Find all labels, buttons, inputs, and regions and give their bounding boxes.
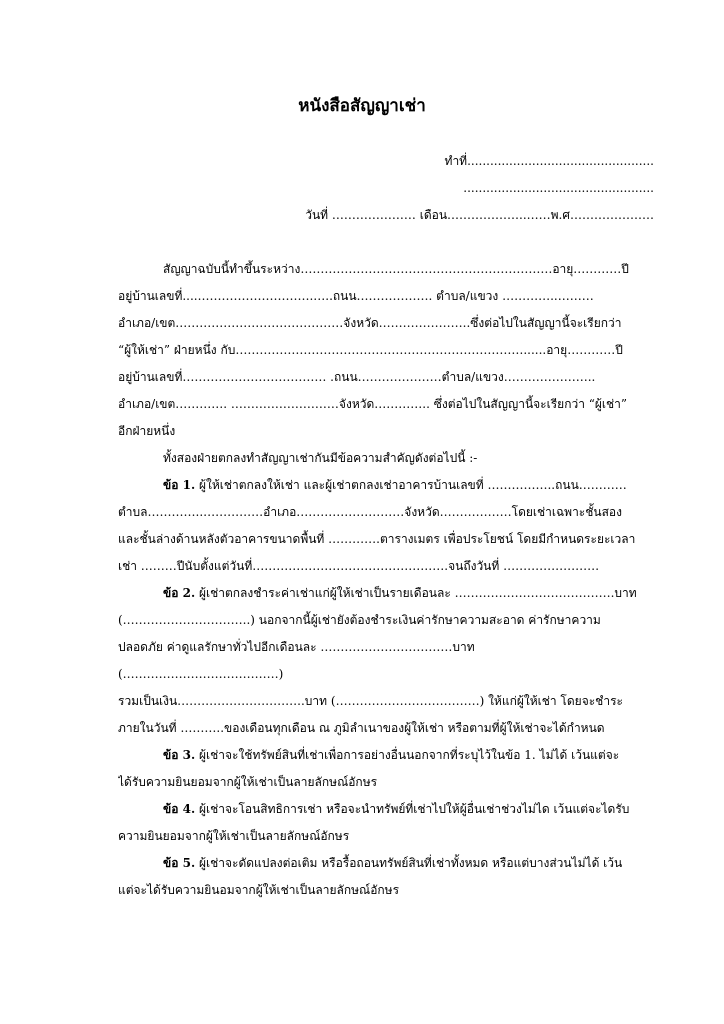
date-line: วันที่ ………………… เดือน………………..……พ.ศ………………… [305, 208, 654, 222]
lessee-district: อำเภอ/เขต…………. ………………………จังหวัด………….. ซึ่งต่อไปในสัญญานี้จะเรียกว่า “ผู้เช่า” [118, 397, 628, 411]
clause-1-label: ข้อ 1. [163, 478, 196, 492]
clause-3-text: ผู้เช่าจะใช้ทรัพย์สินที่เช่าเพื่อการอย่างอื่นนอกจากที่ระบุไว้ในข้อ 1. ไม่ได้ เว้นแต่จะ [198, 748, 620, 762]
clause-4-line-1 [163, 800, 654, 818]
other-party: อีกฝ่ายหนึ่ง [118, 424, 176, 438]
clause-5-line-1 [163, 854, 654, 872]
clause-2-line-3: ปลอดภัย ค่าดูแลรักษาทั่วไปอีกเดือนละ ……………………………บาท [118, 640, 475, 654]
lessor-address: อยู่บ้านเลขที่.....……………………….…..ถนน………………. ตำบล/แขวง …………..……… [118, 289, 594, 303]
clause-5-line-2: แต่จะได้รับความยินอมจากผู้ให้เช่าเป็นลายลักษณ์อักษร [118, 883, 400, 897]
clause-2-line-4: (…………………………………) [118, 667, 284, 681]
clause-4-line-2: ความยินยอมจากผู้ให้เช่าเป็นลายลักษณ์อักษร [118, 829, 350, 843]
lessee-address: อยู่บ้านเลขที่……………………………… .ถนน…………………ตำบล/แขวง………………….. [118, 370, 596, 384]
parties-intro: สัญญาฉบับนี้ทำขึ้นระหว่าง………………………………………………………อายุ…………ปี [163, 262, 629, 276]
clause-2-text: ผู้เช่าตกลงชำระค่าเช่าแก่ผู้ให้เช่าเป็นรายเดือนละ ………………………………….บาท [198, 586, 637, 600]
clause-2-line-2: (…………………………..) นอกจากนี้ผู้เช่ายังต้องชำระเงินค่ารักษาความสะอาด ค่ารักษาความ [118, 613, 601, 627]
clause-1-line-4: เช่า ………ปีนับตั้งแต่วันที่………………………………………….จนถึงวันที่ …………………… [118, 559, 600, 573]
clause-4-text: ผู้เช่าจะโอนสิทธิการเช่า หรือจะนำทรัพย์ที่เช่าไปให้ผู้อื่นเช่าช่วงไม่ได เว้นแต่จะไดรับ [198, 802, 630, 816]
made-at-continuation: .................................................. [463, 181, 654, 195]
clause-3-line-1 [163, 746, 654, 764]
lessor-district: อำเภอ/เขต……………………………………จังหวัด…………………..ซึ่งต่อไปในสัญญานี้จะเรียกว่า [118, 316, 622, 330]
clause-1-text: ผู้ให้เช่าตกลงให้เช่า และผู้เช่าตกลงเช่าอาคารบ้านเลขที่ ……………..ถนน………… [198, 478, 627, 492]
lessee-intro: “ผู้ให้เช่า” ฝ่ายหนึ่ง กับ………………………………………………………………......อายุ…………ปี [118, 343, 623, 357]
clause-2-line-1 [163, 584, 654, 602]
document-title: หนังสือสัญญาเช่า [298, 96, 426, 116]
clause-2-line-5: รวมเป็นเงิน…………………………..บาท (………………………………) ให้แก่ผู้ให้เช่า โดยจะชำระ [118, 694, 623, 708]
made-at-line: ทำที่................................................. [444, 154, 654, 168]
clause-5-text: ผู้เช่าจะดัดแปลงต่อเติม หรือรื้อถอนทรัพย์สินที่เช่าทั้งหมด หรือแต่บางส่วนไม่ได้ เว้น [198, 856, 623, 870]
clause-1-line-2: ตำบล…………..……………อำเภอ………………………จังหวัด………………โดยเช่าเฉพาะชั้นสอง [118, 505, 622, 519]
clause-3-line-2: ได้รับความยินยอมจากผู้ให้เช่าเป็นลายลักษณ์อักษร [118, 775, 378, 789]
clause-2-label: ข้อ 2. [163, 586, 196, 600]
clause-3-label: ข้อ 3. [163, 748, 196, 762]
agreement-intro: ทั้งสองฝ่ายตกลงทำสัญญาเช่ากันมีข้อความสำคัญดังต่อไปนี้ :- [163, 451, 478, 465]
clause-4-label: ข้อ 4. [163, 802, 196, 816]
clause-2-line-6: ภายในวันที่ ………..ของเดือนทุกเดือน ณ ภูมิลำเนาของผู้ให้เช่า หรือตามที่ผู้ให้เช่าจะได้กำหนด [118, 721, 605, 735]
clause-1-line-1 [163, 476, 654, 494]
clause-1-line-3: และชั้นล่างด้านหลังตัวอาคารขนาดพื้นที่ ………….ตารางเมตร เพื่อประโยชน์ โดยมีกำหนดระยะเวลา [118, 532, 636, 546]
clause-5-label: ข้อ 5. [163, 856, 196, 870]
